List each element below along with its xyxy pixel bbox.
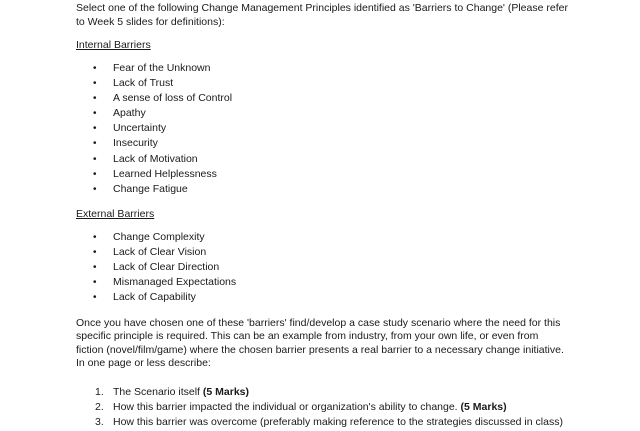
bullet-icon: • xyxy=(93,123,97,135)
bullet-icon: • xyxy=(93,138,97,150)
bullet-icon: • xyxy=(93,108,97,120)
list-item: • Uncertainty xyxy=(76,121,232,136)
bullet-icon: • xyxy=(93,78,97,90)
external-barriers-heading: External Barriers xyxy=(76,208,155,220)
bullet-icon: • xyxy=(93,183,97,195)
list-item: • Lack of Trust xyxy=(76,76,232,91)
instructions-paragraph: Once you have chosen one of these 'barriers' find/develop a case study scenario where the need for this specific principle is required. This can be an example from industry, from your own life, or even from fiction (novel/film/game) where the chosen barrier presents a real barrier to a necessary change initiative. In one page or less describe: xyxy=(76,317,564,370)
task-item: 1. The Scenario itself (5 Marks) xyxy=(95,386,249,398)
bullet-icon: • xyxy=(93,63,97,74)
list-item: • Lack of Motivation xyxy=(76,152,232,167)
intro-paragraph: Select one of the following Change Management Principles identified as 'Barriers to Change' (Please refer to Week 5 slides for definitions): xyxy=(76,2,568,28)
internal-barriers-heading: Internal Barriers xyxy=(76,39,151,51)
marks-label: (5 Marks) xyxy=(460,401,507,414)
external-barriers-list xyxy=(76,230,236,305)
bullet-icon: • xyxy=(93,93,97,105)
task-list xyxy=(76,385,563,431)
bullet-icon: • xyxy=(93,168,97,180)
list-item: • Apathy xyxy=(76,106,232,121)
list-item: • Fear of the Unknown xyxy=(76,61,232,76)
bullet-icon: • xyxy=(93,277,97,289)
list-item: • Change Complexity xyxy=(76,230,236,245)
bullet-icon: • xyxy=(93,232,97,243)
list-item: • Lack of Clear Vision xyxy=(76,245,236,260)
list-item: • Insecurity xyxy=(76,136,232,151)
list-item: • Learned Helplessness xyxy=(76,167,232,182)
task-item: 3. How this barrier was overcome (preferably making reference to the strategies discussed in class) xyxy=(95,416,563,429)
list-item: • Mismanaged Expectations xyxy=(76,275,236,290)
bullet-icon: • xyxy=(93,247,97,259)
task-item: 2. How this barrier impacted the individual or organization's ability to change. (5 Marks) xyxy=(95,401,507,414)
internal-barriers-list xyxy=(76,61,232,197)
bullet-icon: • xyxy=(93,153,97,165)
bullet-icon: • xyxy=(93,292,97,304)
assignment-document xyxy=(76,1,576,429)
list-item: • Change Fatigue xyxy=(76,182,232,197)
list-item: • Lack of Capability xyxy=(76,290,236,305)
marks-label: (5 Marks) xyxy=(202,386,249,398)
bullet-icon: • xyxy=(93,262,97,274)
list-item: • Lack of Clear Direction xyxy=(76,260,236,275)
list-item: • A sense of loss of Control xyxy=(76,91,232,106)
